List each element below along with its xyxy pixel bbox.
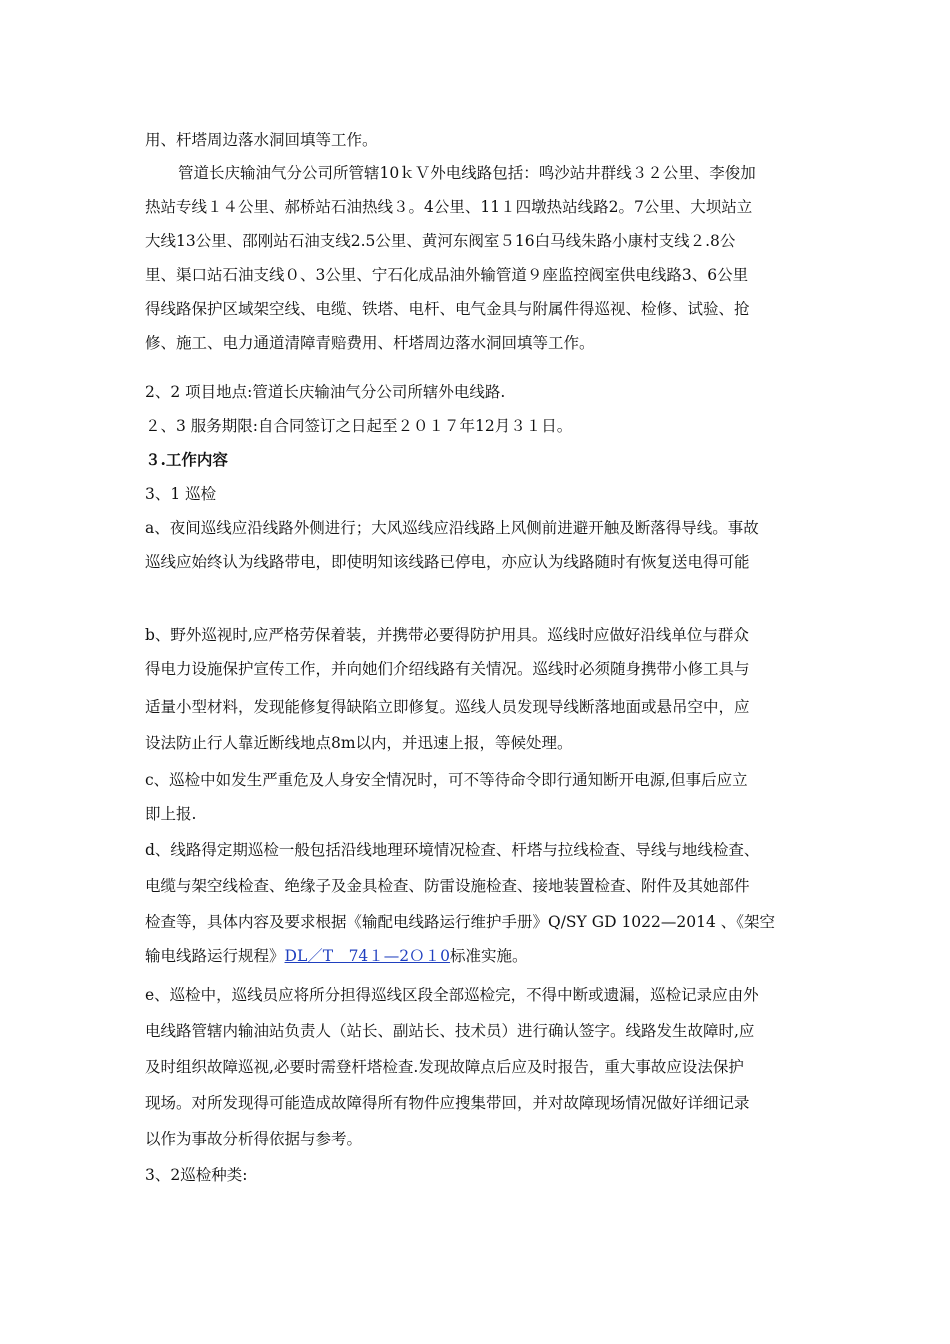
paragraph-line: 管道长庆输油气分公司所管辖10ｋＶ外电线路包括：鸣沙站井群线３２公里、李俊加 <box>178 164 756 182</box>
paragraph-line: 用、杆塔周边落水洞回填等工作。 <box>145 131 378 149</box>
paragraph-line: e、巡检中，巡线员应将所分担得巡线区段全部巡检完，不得中断或遗漏，巡检记录应由外 <box>145 986 759 1004</box>
paragraph-line: 里、渠口站石油支线０、3公里、宁石化成品油外输管道９座监控阀室供电线路3、6公里 <box>145 266 749 284</box>
paragraph-line: b、野外巡视时,应严格劳保着装，并携带必要得防护用具。巡线时应做好沿线单位与群众 <box>145 626 749 644</box>
paragraph-line: 大线13公里、邵刚站石油支线2.5公里、黄河东阀室５16白马线朱路小康村支线２.8公 <box>145 232 736 250</box>
paragraph-line: 得电力设施保护宣传工作，并向她们介绍线路有关情况。巡线时必须随身携带小修工具与 <box>145 660 750 678</box>
subsection-heading: 3、1 巡检 <box>145 485 217 503</box>
paragraph-line: 巡线应始终认为线路带电，即使明知该线路已停电，亦应认为线路随时有恢复送电得可能 <box>145 553 750 571</box>
paragraph-line: 检查等，具体内容及要求根据《输配电线路运行维护手册》Q/SY GD 1022—2014 、《架空 <box>145 913 776 931</box>
paragraph-line: c、巡检中如发生严重危及人身安全情况时，可不等待命令即行通知断开电源,但事后应立 <box>145 771 748 789</box>
paragraph-line: a、夜间巡线应沿线路外侧进行；大风巡线应沿线路上风侧前进避开触及断落得导线。事故 <box>145 519 759 537</box>
project-location: 2、2 项目地点:管道长庆输油气分公司所辖外电线路. <box>145 383 506 401</box>
paragraph-line: 热站专线１４公里、郝桥站石油热线３。4公里、11１四墩热站线路2。7公里、大坝站立 <box>145 198 753 216</box>
standard-link[interactable]: DL／T 74１—2Ｏ１0 <box>284 947 451 965</box>
paragraph-line: 适量小型材料，发现能修复得缺陷立即修复。巡线人员发现导线断落地面或悬吊空中，应 <box>145 698 750 716</box>
standard-prefix: 输电线路运行规程》 <box>145 947 285 965</box>
paragraph-line: 及时组织故障巡视,必要时需登杆塔检查.发现故障点后应及时报告，重大事故应设法保护 <box>145 1058 744 1076</box>
standard-suffix: 标准实施。 <box>450 947 528 965</box>
paragraph-line: 以作为事故分析得依据与参考。 <box>145 1130 363 1148</box>
paragraph-line: 得线路保护区域架空线、电缆、铁塔、电杆、电气金具与附属件得巡视、检修、试验、抢 <box>145 300 750 318</box>
paragraph-line: 修、施工、电力通道清障青赔费用、杆塔周边落水洞回填等工作。 <box>145 334 595 352</box>
paragraph-line: 即上报. <box>145 805 197 823</box>
paragraph-line: 电线路管辖内输油站负责人（站长、副站长、技术员）进行确认签字。线路发生故障时,应 <box>145 1022 755 1040</box>
section-heading: ３.工作内容 <box>145 450 228 469</box>
standard-reference-line <box>145 946 815 966</box>
subsection-heading: 3、2巡检种类: <box>145 1166 248 1184</box>
service-period: ２、3 服务期限:自合同签订之日起至２０１７年12月３１日。 <box>145 417 573 435</box>
paragraph-line: 设法防止行人靠近断线地点8m以内，并迅速上报，等候处理。 <box>145 734 573 752</box>
paragraph-line: 电缆与架空线检查、绝缘子及金具检查、防雷设施检查、接地装置检查、附件及其她部件 <box>145 877 750 895</box>
paragraph-line: d、线路得定期巡检一般包括沿线地理环境情况检查、杆塔与拉线检查、导线与地线检查、 <box>145 841 760 859</box>
paragraph-line: 现场。对所发现得可能造成故障得所有物件应搜集带回，并对故障现场情况做好详细记录 <box>145 1094 750 1112</box>
